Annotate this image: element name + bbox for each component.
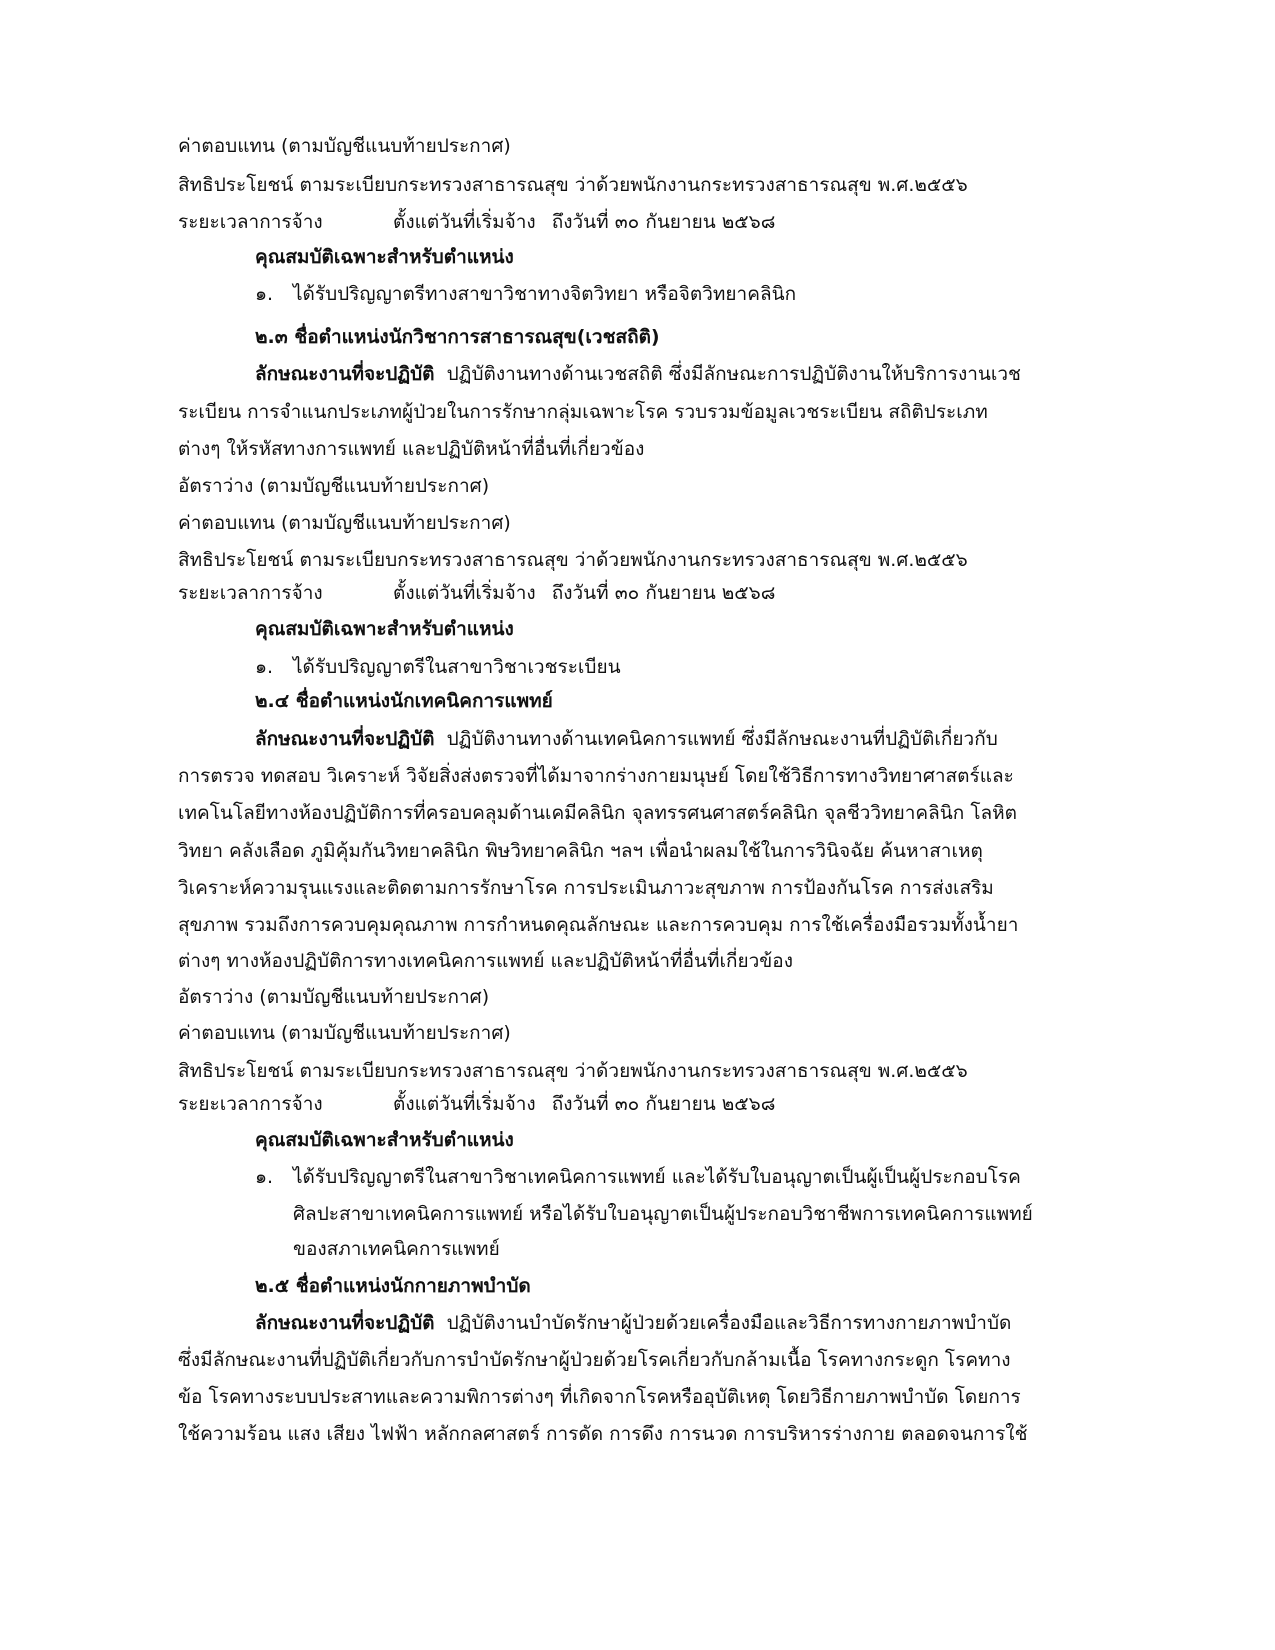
duty-paragraph-line: วิทยา คลังเลือด ภูมิคุ้มกันวิทยาคลินิก พิษวิทยาคลินิก ฯลฯ เพื่อนำผลมใช้ในการวินิจฉัย ค้นหาสาเหตุ [178, 840, 983, 862]
duty-paragraph-line: ต่างๆ ทางห้องปฏิบัติการทางเทคนิคการแพทย์ และปฏิบัติหน้าที่อื่นที่เกี่ยวข้อง [178, 950, 793, 972]
term-from: ตั้งแต่วันที่เริ่มจ้าง [393, 582, 536, 604]
term-to: ถึงวันที่ ๓๐ กันยายน ๒๕๖๘ [551, 1093, 776, 1115]
qualification-heading: คุณสมบัติเฉพาะสำหรับตำแหน่ง [255, 246, 514, 268]
qualification-item [255, 655, 621, 679]
duty-paragraph-line [255, 1311, 1011, 1335]
term-label: ระยะเวลาการจ้าง [178, 211, 323, 233]
vacancy-line: อัตราว่าง (ตามบัญชีแนบท้ายประกาศ) [178, 475, 490, 497]
compensation-line: ค่าตอบแทน (ตามบัญชีแนบท้ายประกาศ) [178, 1022, 511, 1044]
duty-paragraph-line: ซึ่งมีลักษณะงานที่ปฏิบัติเกี่ยวกับการบำบัดรักษาผู้ป่วยด้วยโรคเกี่ยวกับกล้ามเนื้อ โรคทางกระดูก โรคทาง [178, 1349, 1011, 1371]
term-from: ตั้งแต่วันที่เริ่มจ้าง [393, 1093, 536, 1115]
section-heading-2-4: ๒.๔ ชื่อตำแหน่งนักเทคนิคการแพทย์ [255, 690, 553, 712]
duty-label: ลักษณะงานที่จะปฏิบัติ [255, 728, 435, 750]
duty-label: ลักษณะงานที่จะปฏิบัติ [255, 363, 435, 385]
qualification-item [255, 282, 796, 306]
duty-paragraph-line: ระเบียน การจำแนกประเภทผู้ป่วยในการรักษากลุ่มเฉพาะโรค รวบรวมข้อมูลเวชระเบียน สถิติประเภท [178, 401, 988, 423]
qualification-item-continuation: ศิลปะสาขาเทคนิคการแพทย์ หรือได้รับใบอนุญาตเป็นผู้ประกอบวิชาชีพการเทคนิคการแพทย์ [293, 1203, 1033, 1225]
compensation-line: ค่าตอบแทน (ตามบัญชีแนบท้ายประกาศ) [178, 135, 511, 157]
term-from: ตั้งแต่วันที่เริ่มจ้าง [393, 211, 536, 233]
term-line [178, 1092, 775, 1116]
item-text: ได้รับปริญญาตรีในสาขาวิชาเวชระเบียน [293, 656, 621, 678]
item-text: ได้รับปริญญาตรีทางสาขาวิชาทางจิตวิทยา หรือจิตวิทยาคลินิก [293, 283, 797, 305]
item-number: ๑. [255, 1166, 274, 1188]
duty-text: ปฏิบัติงานทางด้านเทคนิคการแพทย์ ซึ่งมีลักษณะงานที่ปฏิบัติเกี่ยวกับ [446, 728, 998, 750]
term-label: ระยะเวลาการจ้าง [178, 1093, 323, 1115]
duty-label: ลักษณะงานที่จะปฏิบัติ [255, 1312, 435, 1334]
qualification-item [255, 1165, 1021, 1189]
qualification-heading: คุณสมบัติเฉพาะสำหรับตำแหน่ง [255, 618, 514, 640]
benefits-line: สิทธิประโยชน์ ตามระเบียบกระทรวงสาธารณสุข ว่าด้วยพนักงานกระทรวงสาธารณสุข พ.ศ.๒๕๕๖ [178, 1060, 968, 1082]
vacancy-line: อัตราว่าง (ตามบัญชีแนบท้ายประกาศ) [178, 986, 490, 1008]
qualification-heading: คุณสมบัติเฉพาะสำหรับตำแหน่ง [255, 1129, 514, 1151]
duty-paragraph-line: วิเคราะห์ความรุนแรงและติดตามการรักษาโรค การประเมินภาวะสุขภาพ การป้องกันโรค การส่งเสริม [178, 877, 994, 899]
term-label: ระยะเวลาการจ้าง [178, 582, 323, 604]
duty-paragraph-line [255, 727, 998, 751]
term-line [178, 210, 775, 234]
benefits-line: สิทธิประโยชน์ ตามระเบียบกระทรวงสาธารณสุข ว่าด้วยพนักงานกระทรวงสาธารณสุข พ.ศ.๒๕๕๖ [178, 549, 968, 571]
duty-paragraph-line: เทคโนโลยีทางห้องปฏิบัติการที่ครอบคลุมด้านเคมีคลินิก จุลทรรศนศาสตร์คลินิก จุลชีววิทยาคลินิก โลหิต [178, 802, 1018, 824]
term-to: ถึงวันที่ ๓๐ กันยายน ๒๕๖๘ [551, 582, 776, 604]
item-number: ๑. [255, 283, 274, 305]
compensation-line: ค่าตอบแทน (ตามบัญชีแนบท้ายประกาศ) [178, 512, 511, 534]
item-number: ๑. [255, 656, 274, 678]
section-heading-2-5: ๒.๕ ชื่อตำแหน่งนักกายภาพบำบัด [255, 1275, 531, 1297]
duty-paragraph-line: ข้อ โรคทางระบบประสาทและความพิการต่างๆ ที่เกิดจากโรคหรืออุบัติเหตุ โดยวิธีกายภาพบำบัด โดยการ [178, 1386, 1021, 1408]
duty-paragraph-line: ต่างๆ ให้รหัสทางการแพทย์ และปฏิบัติหน้าที่อื่นที่เกี่ยวข้อง [178, 438, 645, 460]
qualification-item-continuation: ของสภาเทคนิคการแพทย์ [293, 1238, 500, 1260]
section-heading-2-3: ๒.๓ ชื่อตำแหน่งนักวิชาการสาธารณสุข(เวชสถิติ) [255, 326, 660, 348]
duty-paragraph-line: ใช้ความร้อน แสง เสียง ไฟฟ้า หลักกลศาสตร์ การดัด การดึง การนวด การบริหารร่างกาย ตลอดจนการใช้ [178, 1423, 1028, 1445]
duty-paragraph-line [255, 362, 1021, 386]
duty-text: ปฏิบัติงานบำบัดรักษาผู้ป่วยด้วยเครื่องมือและวิธีการทางกายภาพบำบัด [446, 1312, 1012, 1334]
duty-text: ปฏิบัติงานทางด้านเวชสถิติ ซึ่งมีลักษณะการปฏิบัติงานให้บริการงานเวช [446, 363, 1021, 385]
term-line [178, 581, 775, 605]
benefits-line: สิทธิประโยชน์ ตามระเบียบกระทรวงสาธารณสุข ว่าด้วยพนักงานกระทรวงสาธารณสุข พ.ศ.๒๕๕๖ [178, 174, 968, 196]
item-text: ได้รับปริญญาตรีในสาขาวิชาเทคนิคการแพทย์ และได้รับใบอนุญาตเป็นผู้เป็นผู้ประกอบโรค [293, 1166, 1021, 1188]
duty-paragraph-line: การตรวจ ทดสอบ วิเคราะห์ วิจัยสิ่งส่งตรวจที่ได้มาจากร่างกายมนุษย์ โดยใช้วิธีการทางวิทยาศาสตร์และ [178, 765, 1014, 787]
duty-paragraph-line: สุขภาพ รวมถึงการควบคุมคุณภาพ การกำหนดคุณลักษณะ และการควบคุม การใช้เครื่องมือรวมทั้งน้ำยา [178, 914, 1019, 936]
term-to: ถึงวันที่ ๓๐ กันยายน ๒๕๖๘ [551, 211, 776, 233]
